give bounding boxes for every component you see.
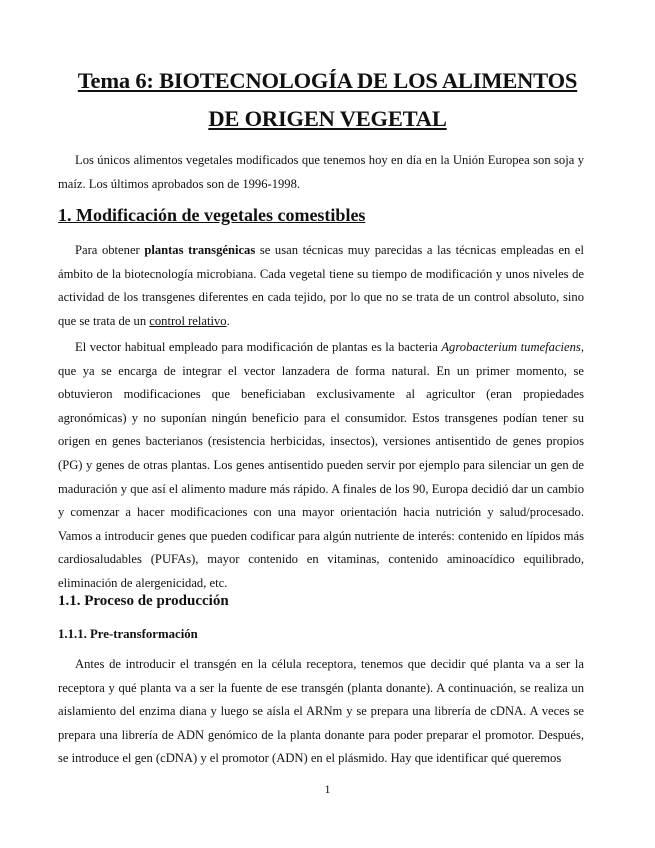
section-1-1-1-paragraph-1 [58, 653, 584, 771]
intro-text: Los únicos alimentos vegetales modificados que tenemos hoy en día en la Unión Europea son soja y maíz. Los últimos aprobados son de 1996-1998. [58, 153, 584, 191]
s1p2-after: , que ya se encarga de integrar el vector lanzadera de forma natural. En un primer momento, se obtuvieron modificaciones que beneficiaban exclusivamente al agricultor (eran propiedades agronómicas) y no suponían ningún beneficio para el consumidor. Estos transgenes podían tener su origen en genes bacterianos (resistencia herbicidas, insectos), versiones antisentido de genes propios (PG) y genes de otras plantas. Los genes antisentido pueden servir por ejemplo para silenciar un gen de maduración y que así el alimento madure más rápido. A finales de los 90, Europa decidió dar un cambio y comenzar a hacer modificaciones con una mayor orientación hacia nutrición y salud/procesado. Vamos a introducir genes que pueden codificar para algún nutriente de interés: contenido en lípidos más cardiosaludables (PUFAs), mayor contenido en vitaminas, contenido aminoacídico equilibrado, eliminación de alergenicidad, etc. [58, 340, 584, 590]
s1p1-underlined-term: control relativo [149, 313, 227, 328]
s111p1-text: Antes de introducir el transgén en la célula receptora, tenemos que decidir qué planta va a ser la receptora y qué planta va a ser la fuente de ese transgén (planta donante). A continuación, se realiza un aislamiento del enzima diana y luego se aísla el ARNm y se prepara una librería de cDNA. A veces se prepara una librería de ADN genómico de la planta donante para poder preparar el promotor. Después, se introduce el gen (cDNA) y el promotor (ADN) en el plásmido. Hay que identificar qué queremos [58, 657, 584, 766]
page-number: 1 [324, 782, 331, 796]
section-1-1-heading: 1.1. Proceso de producción [58, 593, 229, 609]
section-1-paragraph-2 [58, 336, 584, 596]
s1p1-after: . [226, 313, 230, 328]
page-title-line-2: DE ORIGEN VEGETAL [208, 106, 447, 131]
page-title-line-1: Tema 6: BIOTECNOLOGÍA DE LOS ALIMENTOS [77, 68, 578, 93]
intro-paragraph [58, 149, 584, 196]
section-1-paragraph-1 [58, 239, 584, 333]
s1p1-before: Para obtener [75, 243, 145, 257]
s1p1-bold-term: plantas transgénicas [144, 243, 256, 257]
section-1-heading: 1. Modificación de vegetales comestibles [58, 205, 366, 225]
s1p1-middle: se usan técnicas muy parecidas a las técnicas empleadas en el ámbito de la biotecnología microbiana. Cada vegetal tiene su tiempo de modificación y unos niveles de actividad de los transgenes diferentes en cada tejido, por lo que no se trata de un control absoluto, sino que se trata de un [58, 243, 584, 328]
s1p2-species-name: Agrobacterium tumefaciens [441, 340, 581, 354]
section-1-1-1-heading: 1.1.1. Pre-transformación [58, 627, 198, 641]
s1p2-before: El vector habitual empleado para modificación de plantas es la bacteria [75, 340, 442, 354]
